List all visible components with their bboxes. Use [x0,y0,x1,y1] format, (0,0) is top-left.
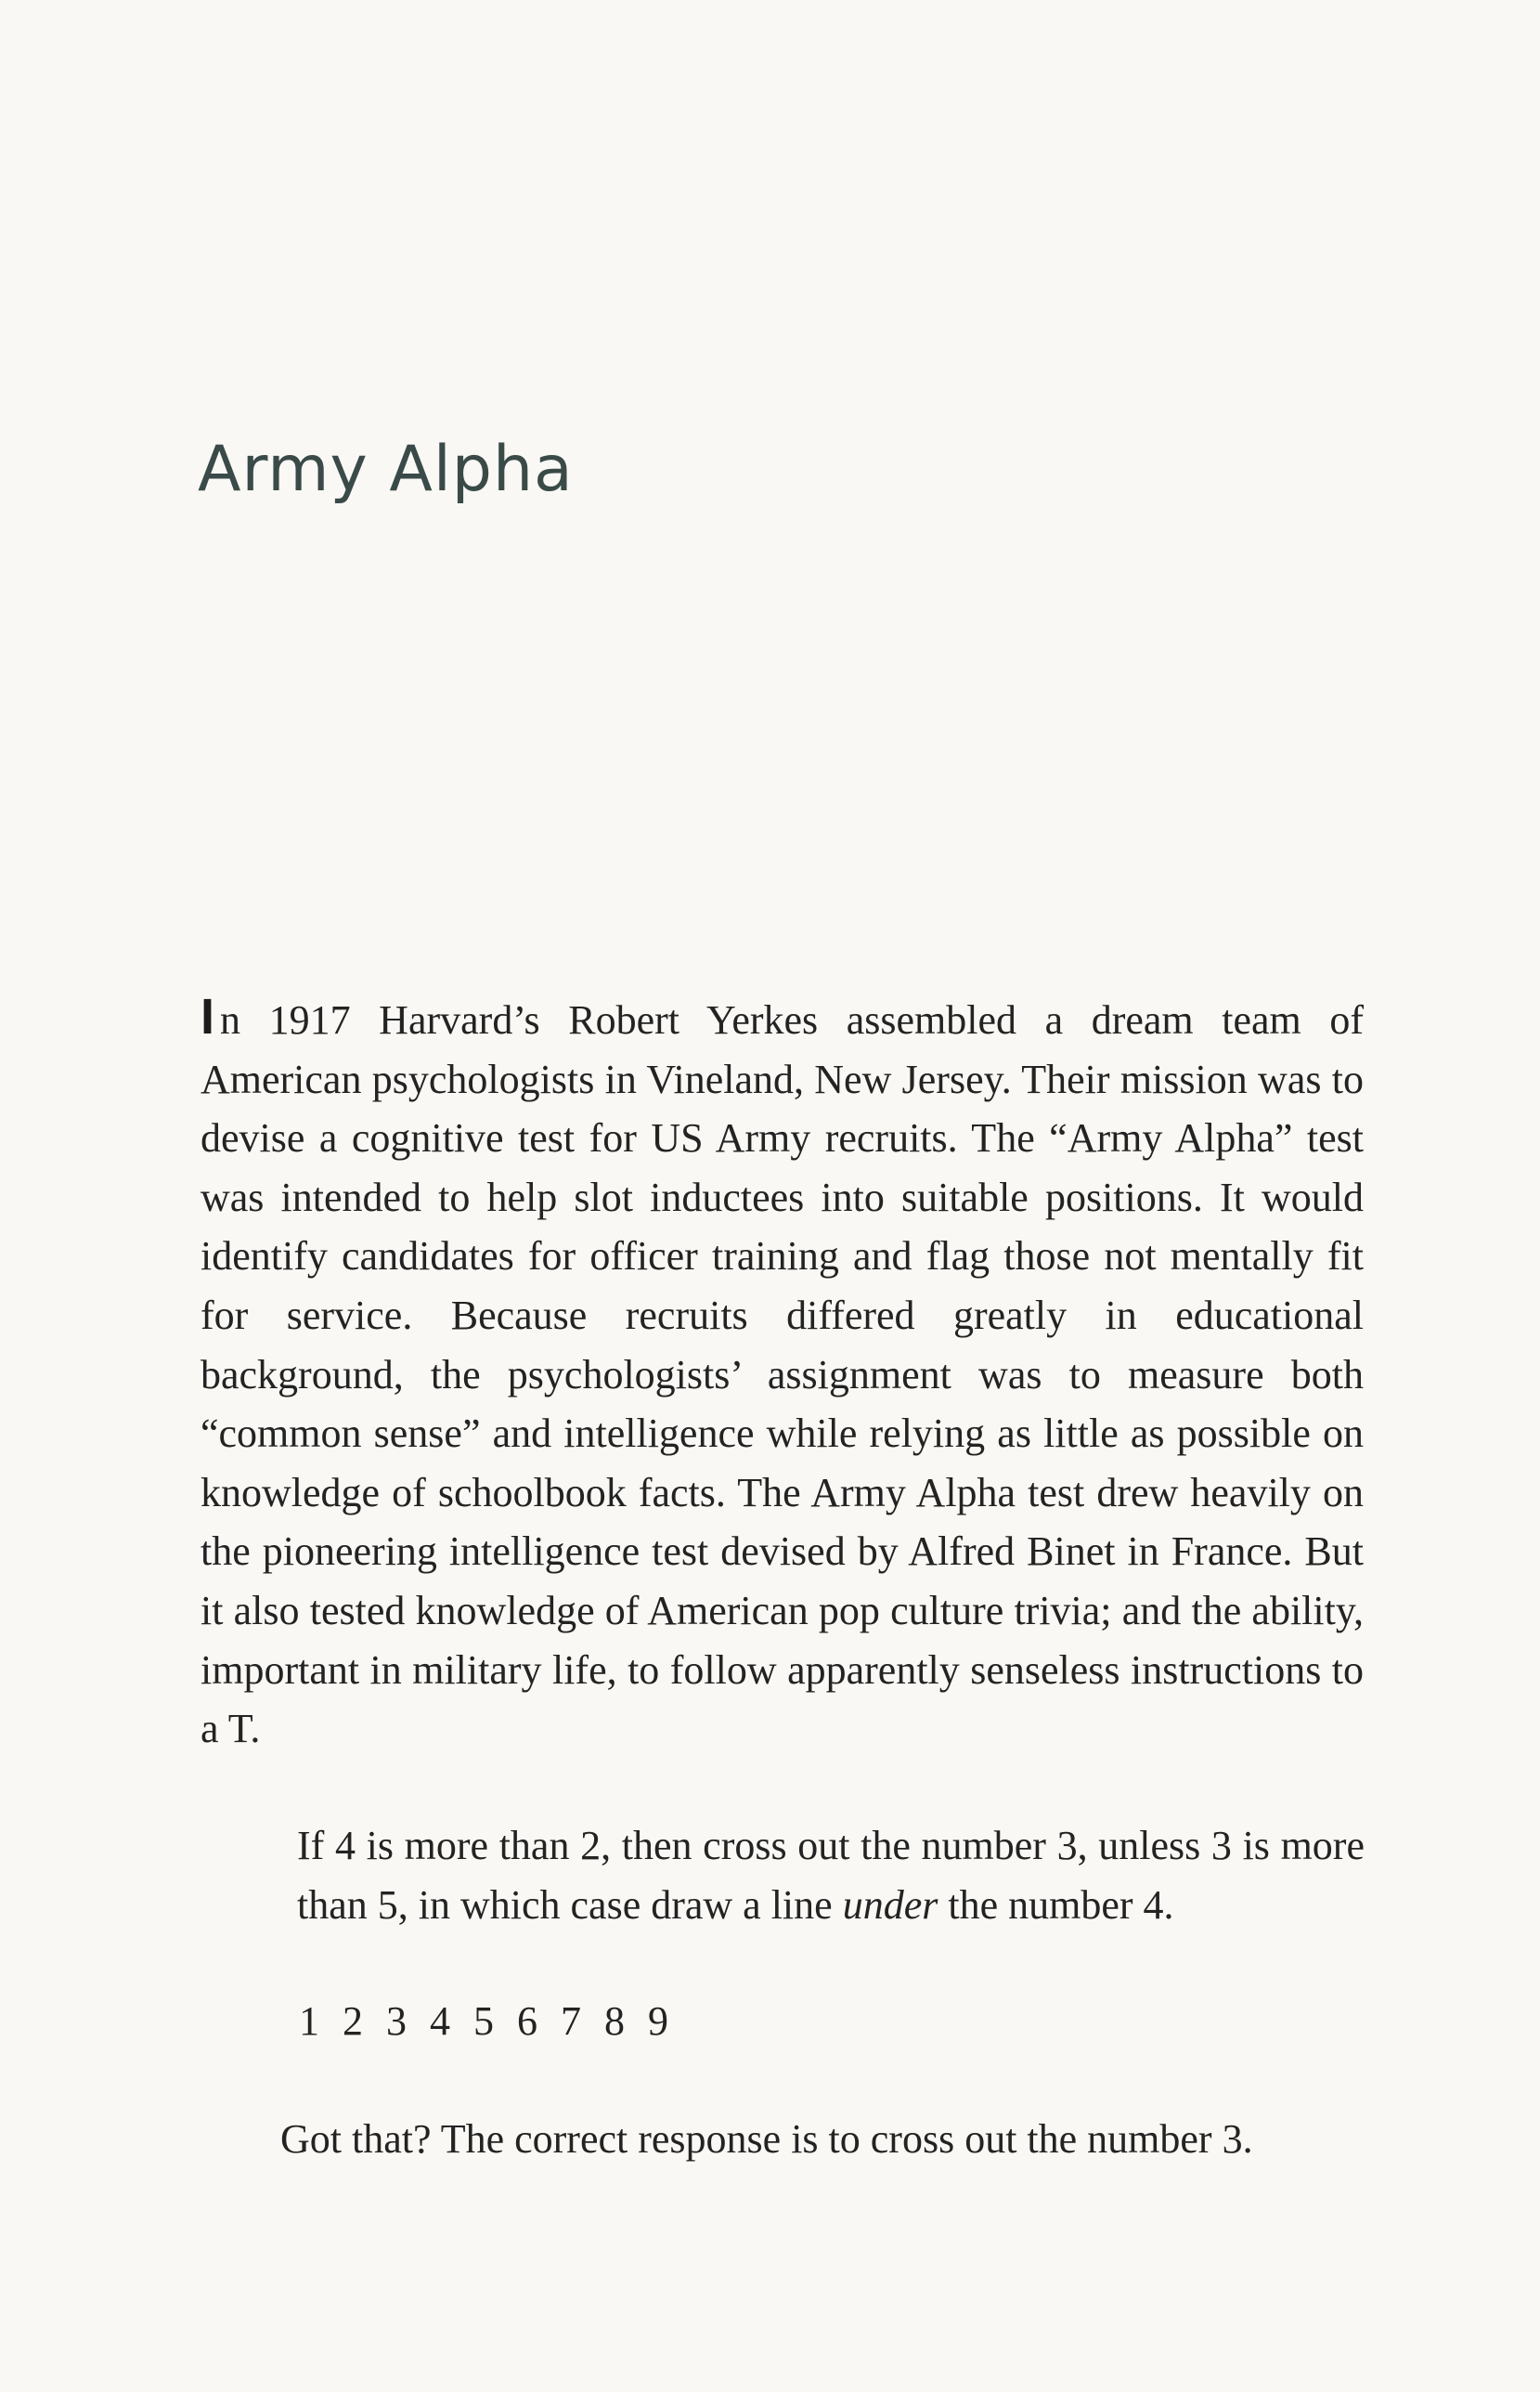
quote-text-after: the number 4. [938,1881,1174,1928]
quote-text-before: If 4 is more than 2, then cross out the number 3, unless 3 is more than 5, in which case draw a line [297,1823,1365,1928]
chapter-title: Army Alpha [198,433,574,506]
test-question-quote [297,1816,1365,1934]
answer-text: Got that? The correct response is to cross out the number 3. [280,2116,1253,2162]
drop-initial: I [201,989,221,1045]
quote-emphasis: under [842,1881,938,1928]
number-sequence: 1 2 3 4 5 6 7 8 9 [299,1998,675,2044]
body-paragraph-text: n 1917 Harvard’s Robert Yerkes assembled a dream team of American psychologists in Vineland, New Jersey. Their mission was to devise a cognitive test for US Army recruits. The “Army Alpha” test was intended to help slot inductees into suitable positions. It would identify candidates for officer training and flag those not mentally fit for service. Because recruits differed greatly in educational background, the psychologists’ assignment was to measure both “common sense” and intelligence while relying as little as possible on knowledge of schoolbook facts. The Army Alpha test drew heavily on the pioneering intelligence test devised by Alfred Binet in France. But it also tested knowledge of American pop culture trivia; and the ability, important in military life, to follow apparently senseless instructions to a T. [201,997,1364,1752]
body-paragraph [201,988,1364,1759]
